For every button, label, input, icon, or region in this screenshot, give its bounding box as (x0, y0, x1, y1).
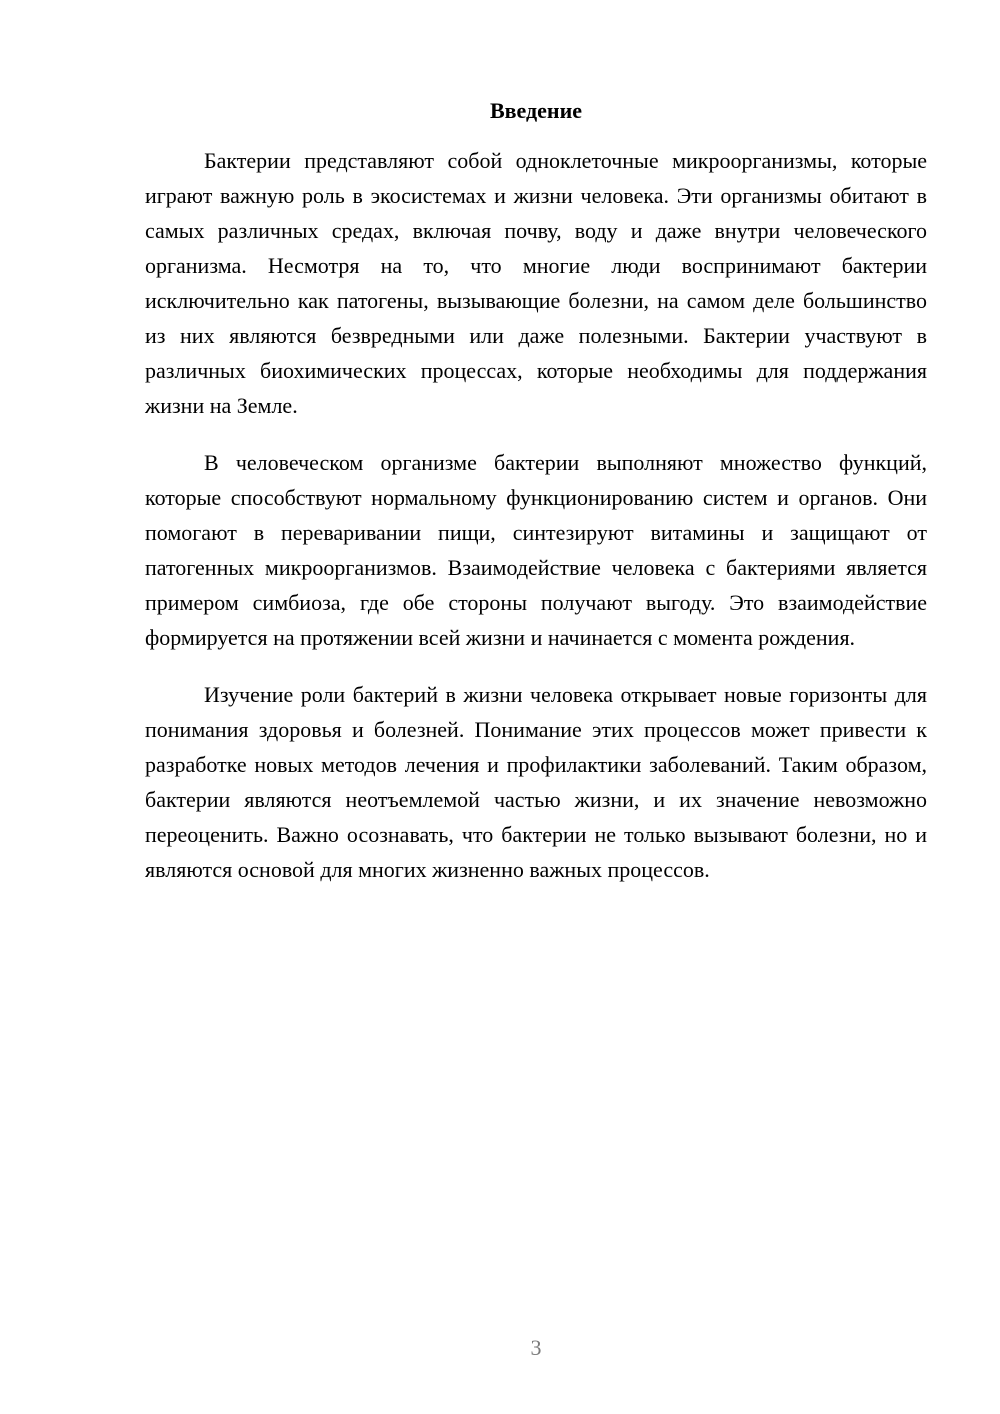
paragraph: В человеческом организме бактерии выполняют множество функций, которые способствуют нормальному функционированию систем и органов. Они помогают в переваривании пищи, синтезируют витамины и защищают от патогенных микроорганизмов. Взаимодействие человека с бактериями является примером симбиоза, где обе стороны получают выгоду. Это взаимодействие формируется на протяжении всей жизни и начинается с момента рождения. (145, 450, 927, 650)
section-heading: Введение (489, 98, 583, 123)
body-text (145, 143, 927, 909)
paragraph: Изучение роли бактерий в жизни человека открывает новые горизонты для понимания здоровья и болезней. Понимание этих процессов может привести к разработке новых методов лечения и профилактики заболеваний. Таким образом, бактерии являются неотъемлемой частью жизни, и их значение невозможно переоценить. Важно осознавать, что бактерии не только вызывают болезни, но и являются основой для многих жизненно важных процессов. (145, 682, 927, 882)
paragraph: Бактерии представляют собой одноклеточные микроорганизмы, которые играют важную роль в экосистемах и жизни человека. Эти организмы обитают в самых различных средах, включая почву, воду и даже внутри человеческого организма. Несмотря на то, что многие люди воспринимают бактерии исключительно как патогены, вызывающие болезни, на самом деле большинство из них являются безвредными или даже полезными. Бактерии участвуют в различных биохимических процессах, которые необходимы для поддержания жизни на Земле. (145, 148, 927, 418)
page-number: 3 (530, 1335, 542, 1360)
